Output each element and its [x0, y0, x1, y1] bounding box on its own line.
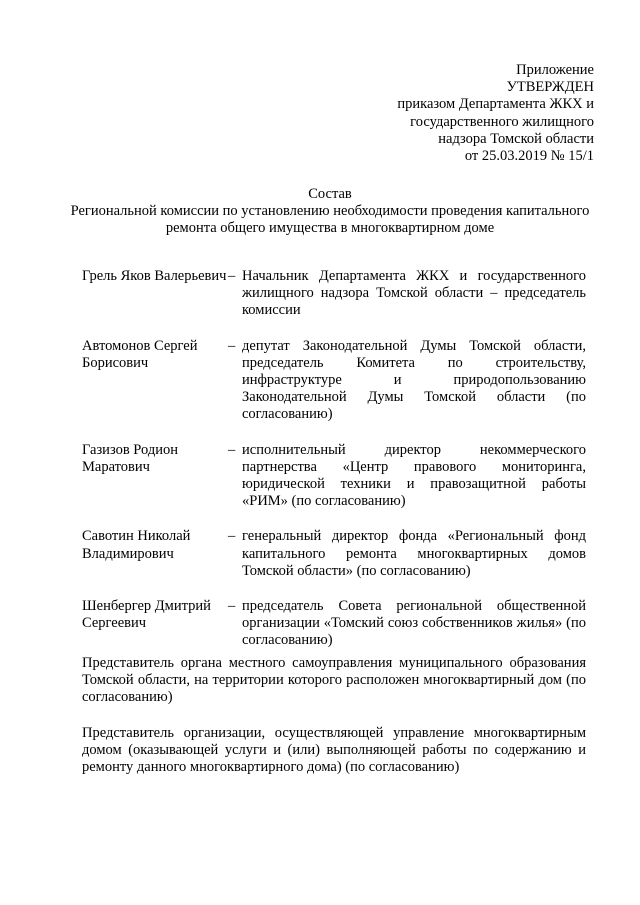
approval-approved-label: УТВЕРЖДЕН	[506, 79, 594, 96]
member-name: Грель Яков Валерьевич	[82, 268, 227, 284]
member-role: председатель Совета региональной общественной организации «Томский союз собственников жилья» (по согласованию)	[242, 598, 586, 649]
management-org-representative: Представитель организации, осуществляющей управление многоквартирным домом (оказывающей услуги и (или) выполняющей работы по содержанию и ремонту данного многоквартирного дома) (по согласованию)	[82, 724, 586, 776]
approval-order-line: государственного жилищного	[410, 113, 594, 130]
member-row	[82, 338, 586, 424]
member-role: исполнительный директор некоммерческого партнерства «Центр правового мониторинга, юридической техники и правозащитной работы «РИМ» (по согласованию)	[242, 441, 586, 510]
title-subtitle: Региональной комиссии по установлению необходимости проведения капитального ремонта общего имущества в многоквартирном доме	[70, 203, 590, 237]
representatives	[82, 655, 586, 794]
member-list	[82, 268, 586, 668]
member-row	[82, 598, 586, 650]
member-name: Савотин Николай Владимирович	[82, 528, 191, 562]
member-dash: –	[228, 337, 236, 354]
member-row	[82, 442, 586, 511]
member-row	[82, 528, 586, 580]
title-heading: Состав	[308, 186, 352, 202]
member-role: генеральный директор фонда «Региональный фонд капитального ремонта многоквартирных домов Томской области» (по согласованию)	[242, 528, 586, 579]
member-name: Газизов Родион Маратович	[82, 441, 178, 475]
member-dash: –	[228, 268, 236, 284]
member-name: Автомонов Сергей Борисович	[82, 337, 198, 371]
member-role: депутат Законодательной Думы Томской области, председатель Комитета по строительству, инфраструктуре и природопользованию Законодательной Думы Томской области (по согласованию)	[242, 337, 586, 423]
member-dash: –	[228, 441, 236, 458]
member-dash: –	[228, 528, 236, 545]
approval-stamp	[397, 62, 594, 165]
member-name: Шенбергер Дмитрий Сергеевич	[82, 598, 211, 632]
member-role: Начальник Департамента ЖКХ и государственного жилищного надзора Томской области – председатель комиссии	[242, 268, 586, 319]
member-dash: –	[228, 598, 236, 615]
local-gov-representative: Представитель органа местного самоуправления муниципального образования Томской области, на территории которого расположен многоквартирный дом (по согласованию)	[82, 655, 586, 706]
member-row	[82, 268, 586, 320]
approval-order-line: надзора Томской области	[438, 130, 594, 147]
approval-order-line: приказом Департамента ЖКХ и	[397, 96, 594, 113]
approval-date-number: от 25.03.2019 № 15/1	[464, 148, 594, 165]
approval-appendix-label: Приложение	[516, 62, 594, 78]
document-title	[60, 186, 600, 238]
